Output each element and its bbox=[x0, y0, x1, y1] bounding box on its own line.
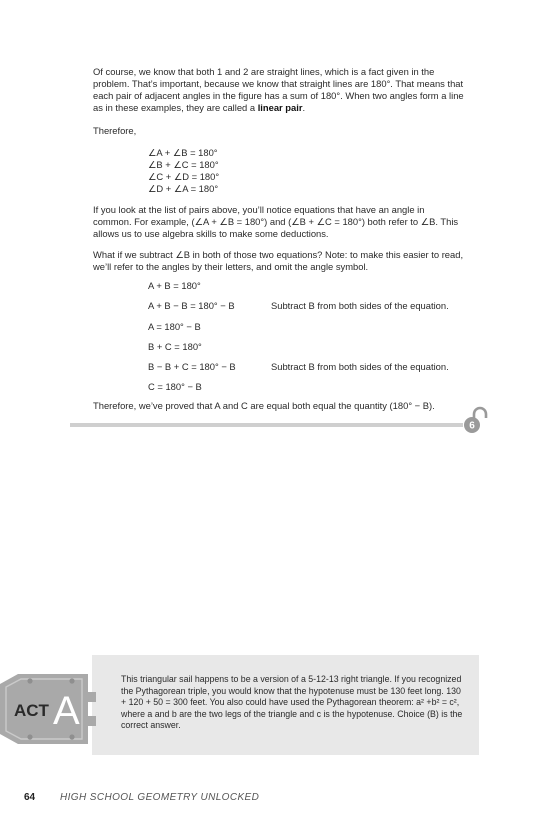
step-row bbox=[148, 321, 468, 341]
step-equation: C = 180° − B bbox=[148, 381, 202, 393]
paragraph-subtract: What if we subtract ∠B in both of those two equations? Note: to make this easier to read, we’ll refer to the angles by their letters, and omit the angle symbol. bbox=[93, 249, 464, 272]
step-equation: A = 180° − B bbox=[148, 320, 201, 332]
act-answer-badge bbox=[0, 672, 106, 746]
therefore-label: Therefore, bbox=[93, 125, 137, 136]
step-equation: A + B − B = 180° − B bbox=[148, 300, 235, 312]
step-note: Subtract B from both sides of the equation. bbox=[271, 300, 449, 312]
act-letter: A bbox=[53, 689, 80, 733]
page-number: 64 bbox=[24, 792, 36, 803]
rivet-icon bbox=[27, 734, 32, 739]
book-title: HIGH SCHOOL GEOMETRY UNLOCKED bbox=[60, 792, 260, 803]
paragraph-linear-pair bbox=[93, 66, 465, 114]
act-label: ACT bbox=[14, 701, 49, 720]
equation-line: ∠D + ∠A = 180° bbox=[148, 183, 219, 194]
term-linear-pair: linear pair bbox=[257, 102, 303, 113]
paragraph-common-angle: If you look at the list of pairs above, you’ll notice equations that have an angle in common. For example, (∠A + ∠B = 180°) and (∠B + ∠C = 180°) both refer to ∠B. This allows us to use algebra skills to make some deductions. bbox=[93, 204, 459, 239]
paragraph-end: . bbox=[302, 102, 306, 113]
unlock-number: 6 bbox=[469, 420, 475, 432]
step-note: Subtract B from both sides of the equation. bbox=[271, 361, 449, 373]
unlock-icon bbox=[460, 406, 492, 434]
step-row bbox=[148, 280, 468, 300]
step-row bbox=[148, 361, 468, 381]
answer-explanation: This triangular sail happens to be a version of a 5-12-13 right triangle. If you recognized the Pythagorean triple, you would know that the hypotenuse must be 130 feet long. 130 + 120 + 50 = 300 feet. You also could have used the Pythagorean theorem: a² +b² = c², where a and b are the two legs of the triangle and c is the hypotenuse. Choice (B) is the correct answer. bbox=[121, 674, 463, 731]
step-equation: B − B + C = 180° − B bbox=[148, 361, 236, 373]
step-row bbox=[148, 341, 468, 361]
equation-line: ∠A + ∠B = 180° bbox=[148, 147, 218, 158]
rivet-icon bbox=[69, 734, 74, 739]
section-divider bbox=[70, 423, 463, 427]
step-row bbox=[148, 381, 468, 401]
equation-line: ∠C + ∠D = 180° bbox=[148, 171, 220, 182]
paragraph-text: Of course, we know that both 1 and 2 are straight lines, which is a fact given in the problem. That’s important, because we know that straight lines are 180°. That means that each pair of adjacent angles in the figure has a sum of 180°. When two angles form a line as in these examples, they are called a bbox=[93, 66, 464, 113]
rivet-icon bbox=[69, 678, 74, 683]
step-equation: B + C = 180° bbox=[148, 340, 202, 352]
rivet-icon bbox=[27, 678, 32, 683]
equation-line: ∠B + ∠C = 180° bbox=[148, 159, 219, 170]
paragraph-conclusion: Therefore, we’ve proved that A and C are equal both equal the quantity (180° − B). bbox=[93, 400, 435, 411]
algebra-steps bbox=[148, 280, 468, 402]
equation-list bbox=[148, 147, 219, 195]
step-row bbox=[148, 300, 468, 320]
step-equation: A + B = 180° bbox=[148, 280, 201, 291]
